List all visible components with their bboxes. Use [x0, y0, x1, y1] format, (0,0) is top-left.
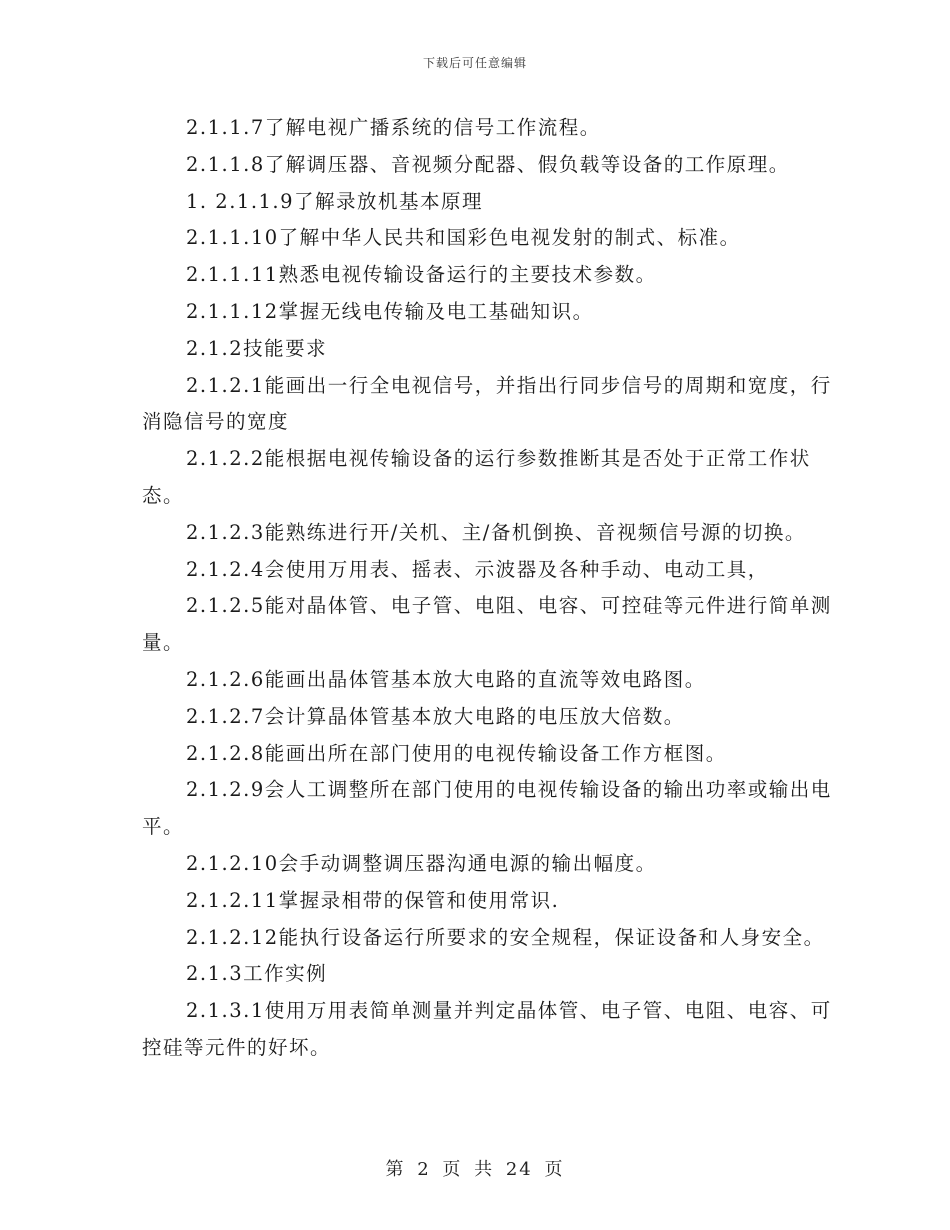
paragraph: 2.1.2.2能根据电视传输设备的运行参数推断其是否处于正常工作状态。: [142, 447, 811, 507]
paragraph: 2.1.2.10会手动调整调压器沟通电源的输出幅度。: [186, 851, 657, 875]
paragraph: 2.1.2.12能执行设备运行所要求的安全规程，保证设备和人身安全。: [186, 925, 825, 949]
paragraph: 2.1.1.10了解中华人民共和国彩色电视发射的制式、标准。: [186, 226, 741, 250]
paragraph: 2.1.1.7了解电视广播系统的信号工作流程。: [186, 116, 601, 139]
paragraph: 1. 2.1.1.9了解录放机基本原理: [186, 189, 484, 213]
page-footer: 第 2 页 共 24 页: [385, 1159, 565, 1180]
section-heading: 2.1.3工作实例: [186, 962, 328, 986]
paragraph: 2.1.2.4会使用万用表、摇表、示波器及各种手动、电动工具，: [186, 557, 769, 581]
paragraph: 2.1.3.1使用万用表简单测量并判定晶体管、电子管、电阻、电容、可控硅等元件的好坏。: [142, 999, 832, 1059]
paragraph: 2.1.2.6能画出晶体管基本放大电路的直流等效电路图。: [186, 667, 706, 691]
paragraph: 2.1.2.5能对晶体管、电子管、电阻、电容、可控硅等元件进行简单测量。: [142, 594, 832, 655]
paragraph: 2.1.2.7会计算晶体管基本放大电路的电压放大倍数。: [186, 704, 685, 728]
paragraph: 2.1.2.1能画出一行全电视信号，并指出行同步信号的周期和宽度，行消隐信号的宽度: [142, 373, 832, 434]
paragraph: 2.1.1.8了解调压器、音视频分配器、假负载等设备的工作原理。: [186, 152, 790, 176]
paragraph: 2.1.1.11熟悉电视传输设备运行的主要技术参数。: [186, 263, 657, 287]
section-heading: 2.1.2技能要求: [186, 336, 328, 360]
paragraph: 2.1.2.3能熟练进行开/关机、主/备机倒换、音视频信号源的切换。: [186, 520, 806, 544]
paragraph: 2.1.2.11掌握录相带的保管和使用常识.: [186, 888, 560, 912]
page-header: 下载后可任意编辑: [422, 56, 527, 70]
paragraph: 2.1.1.12掌握无线电传输及电工基础知识。: [186, 299, 594, 323]
document-body: [142, 110, 832, 1067]
paragraph: 2.1.2.8能画出所在部门使用的电视传输设备工作方框图。: [186, 741, 727, 765]
paragraph: 2.1.2.9会人工调整所在部门使用的电视传输设备的输出功率或输出电平。: [142, 778, 832, 839]
